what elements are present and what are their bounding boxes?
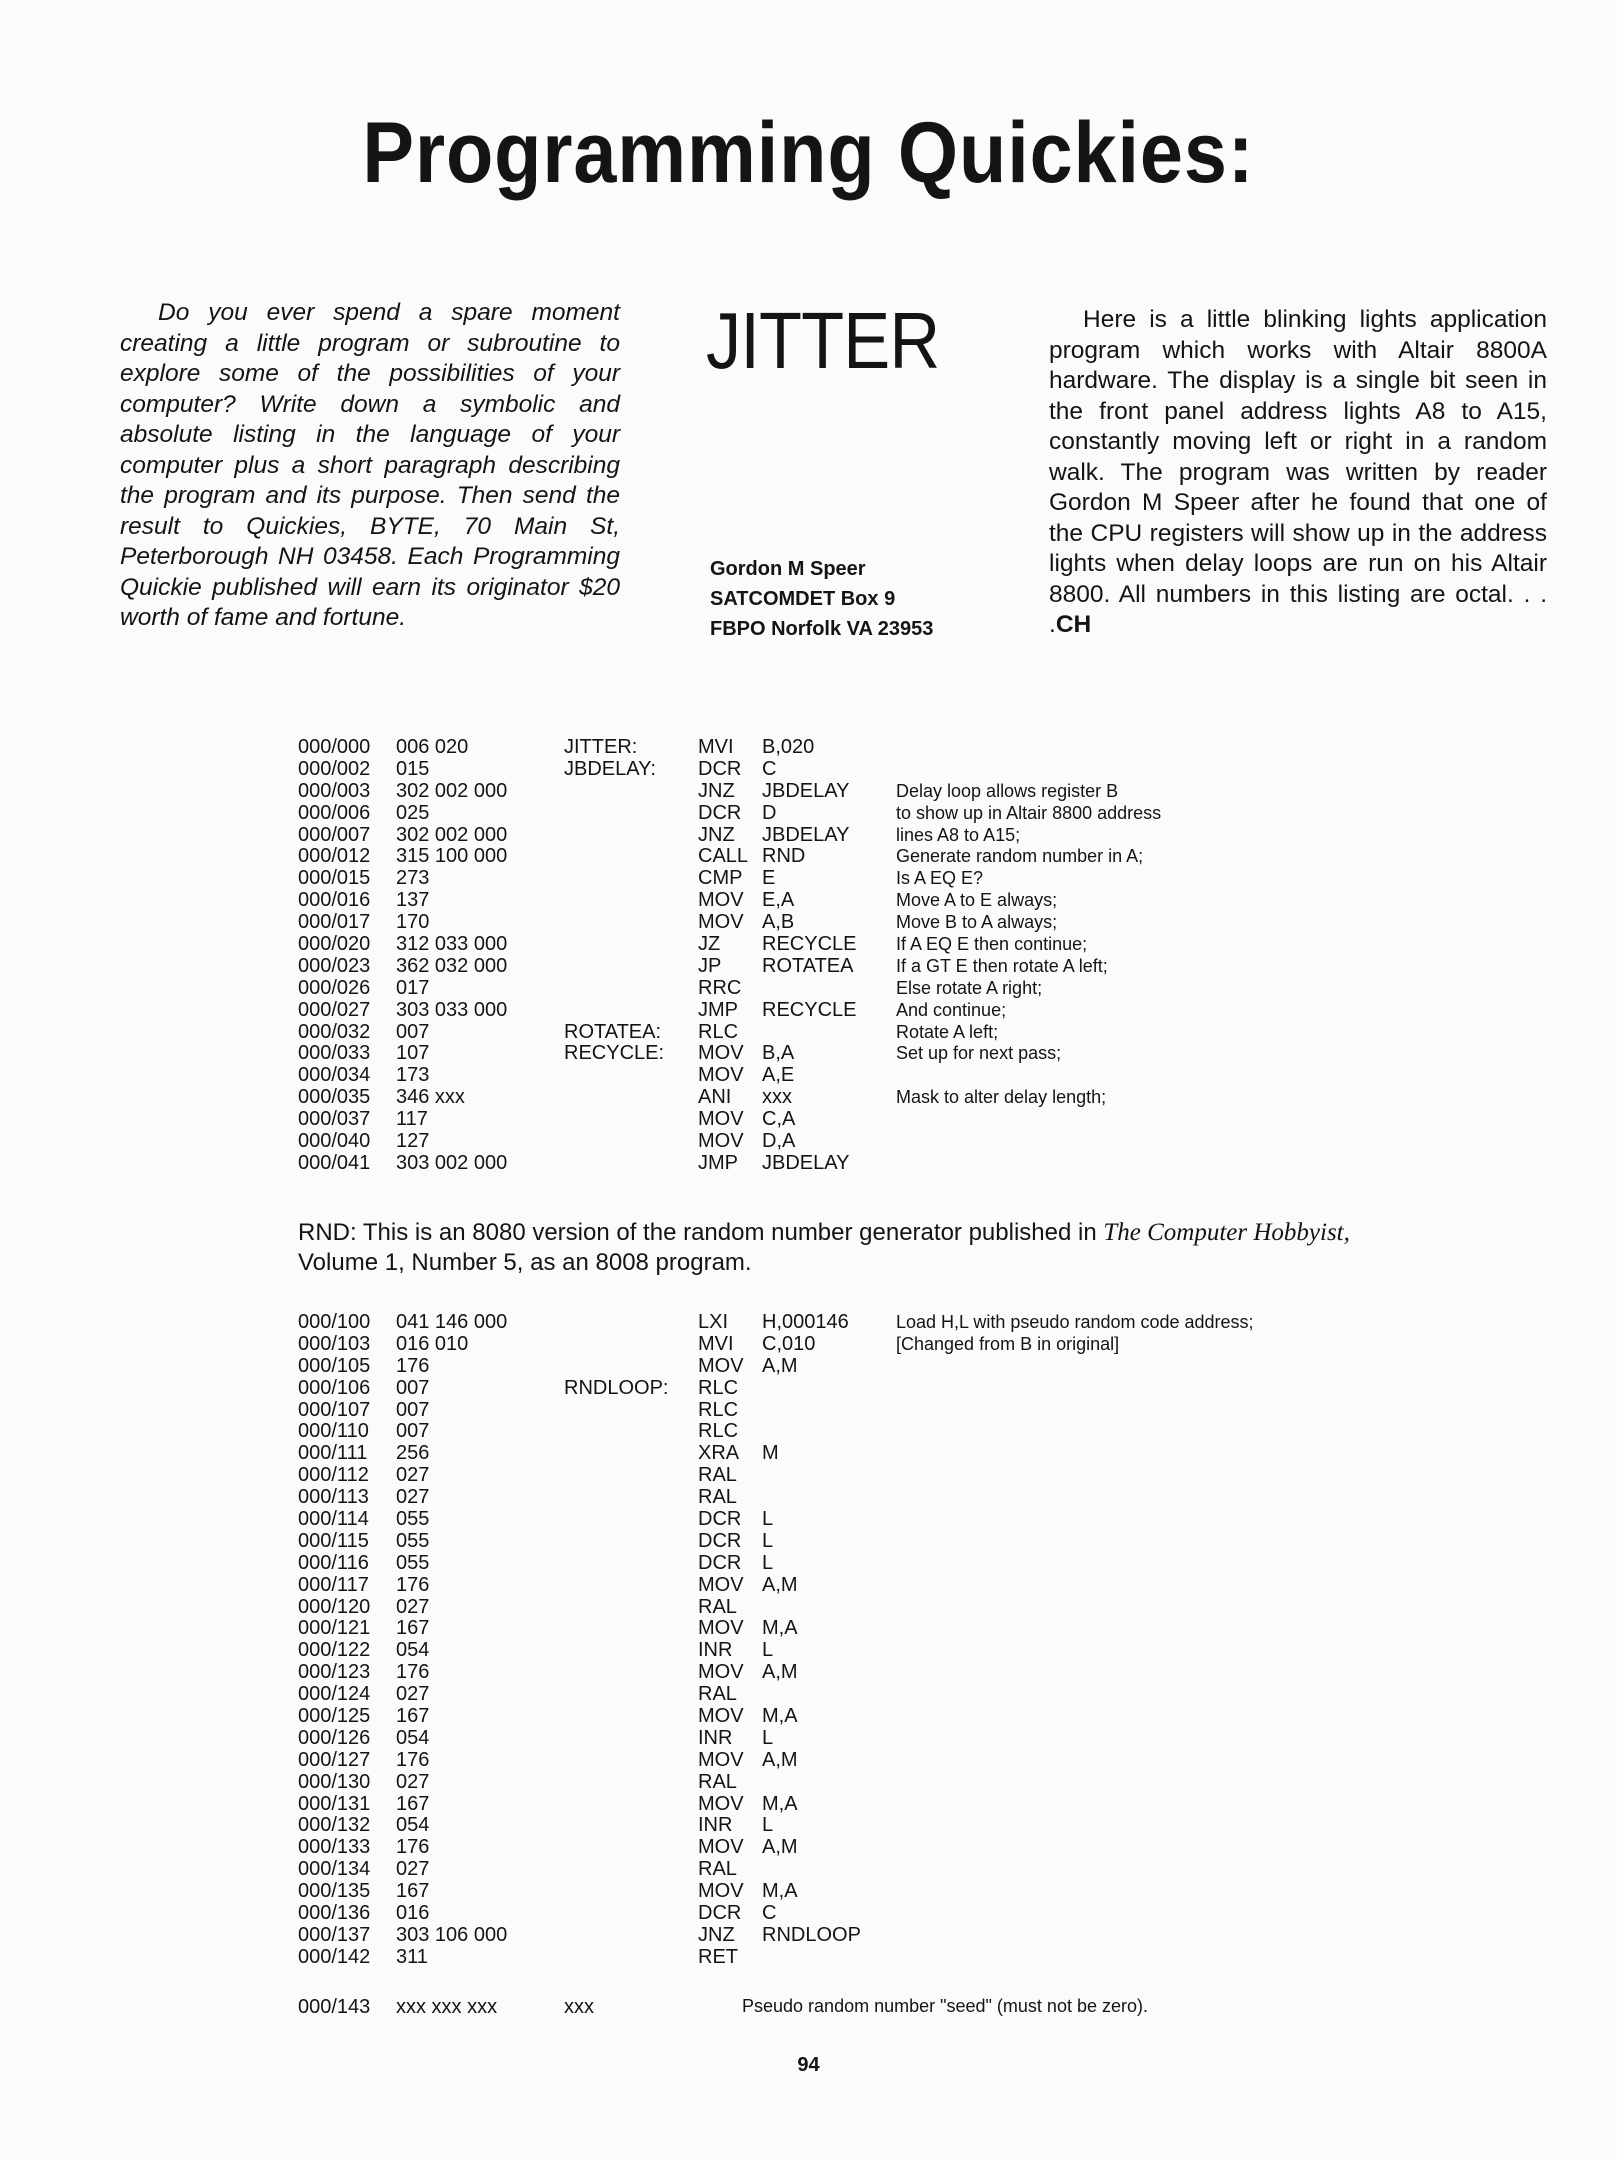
listing-code: 027 [396, 1486, 430, 1509]
listing-opcode: MOV [698, 1573, 744, 1596]
listing-addr: 000/007 [298, 823, 371, 846]
listing-comment: Rotate A left; [896, 1021, 999, 1042]
listing-opcode: MOV [698, 1042, 744, 1065]
listing-comment: Generate random number in A; [896, 846, 1144, 867]
listing-addr: 000/116 [298, 1551, 369, 1574]
seed-line [298, 1996, 1298, 2018]
listing-opcode: RAL [698, 1464, 737, 1487]
listing-addr: 000/131 [298, 1792, 371, 1815]
listing-label: JBDELAY: [564, 757, 656, 780]
listing-opcode: RLC [698, 1376, 739, 1399]
listing-code: 027 [396, 1464, 430, 1487]
listing-code: 303 033 000 [396, 998, 508, 1021]
seed-addr: 000/143 [298, 1996, 371, 2018]
listing-addr: 000/137 [298, 1923, 371, 1946]
listing-comment: Delay loop allows register B [896, 780, 1119, 801]
listing-addr: 000/120 [298, 1595, 371, 1618]
listing-addr: 000/034 [298, 1064, 371, 1087]
listing-operand: RECYCLE [762, 933, 857, 956]
rnd-note-publication: The Computer Hobbyist, [1103, 1219, 1350, 1246]
listing-comment: Else rotate A right; [896, 977, 1043, 998]
listing-opcode: MOV [698, 1064, 744, 1087]
listing-code: 273 [396, 867, 430, 890]
listing-opcode: JZ [698, 933, 721, 956]
listing-addr: 000/037 [298, 1108, 371, 1131]
listing-code: 170 [396, 911, 430, 934]
listing-opcode: INR [698, 1639, 733, 1662]
listing-code: 016 010 [396, 1332, 469, 1355]
listing-addr: 000/132 [298, 1814, 371, 1837]
listing-operand: B,A [762, 1042, 795, 1065]
article-title: JITTER [706, 296, 940, 385]
listing-addr: 000/041 [298, 1151, 371, 1174]
listing-code: 311 [396, 1945, 428, 1968]
listing-code: 055 [396, 1529, 430, 1552]
listing-opcode: LXI [698, 1311, 729, 1333]
listing-opcode: JNZ [698, 779, 735, 802]
listing-operand: E,A [762, 889, 795, 912]
listing-opcode: RET [698, 1945, 738, 1968]
listing-operand: C [762, 1902, 777, 1925]
listing-code: 127 [396, 1130, 430, 1153]
seed-comment: Pseudo random number "seed" (must not be zero). [742, 1996, 1148, 2016]
listing-operand: ROTATEA [762, 954, 854, 977]
listing-opcode: RLC [698, 1020, 739, 1043]
listing-addr: 000/040 [298, 1130, 371, 1153]
listing-opcode: RLC [698, 1420, 739, 1443]
listing-addr: 000/134 [298, 1858, 371, 1881]
listing-operand: H,000146 [762, 1311, 849, 1333]
listing-opcode: MOV [698, 1792, 744, 1815]
author-block [710, 554, 933, 644]
listing-opcode: MOV [698, 1130, 744, 1153]
listing-operand: JBDELAY [762, 1151, 850, 1174]
listing-code: 167 [396, 1705, 430, 1728]
listing-addr: 000/026 [298, 976, 371, 999]
listing-opcode: MOV [698, 1880, 744, 1903]
listing-addr: 000/002 [298, 757, 371, 780]
listing-operand: RND [762, 845, 806, 868]
listing-addr: 000/033 [298, 1042, 371, 1065]
listing-addr: 000/124 [298, 1683, 371, 1706]
listing-code: 137 [396, 889, 430, 912]
listing-opcode: MOV [698, 1354, 744, 1377]
listing-addr: 000/126 [298, 1726, 371, 1749]
listing-addr: 000/003 [298, 779, 371, 802]
listing-comment: lines A8 to A15; [896, 824, 1021, 845]
listing-operand: C [762, 757, 777, 780]
listing-operand: E [762, 867, 776, 890]
listing-opcode: MVI [698, 1332, 734, 1355]
listing-operand: L [762, 1814, 774, 1837]
listing-operand: M,A [762, 1705, 798, 1728]
listing-operand: B,020 [762, 736, 815, 758]
listing-addr: 000/015 [298, 867, 371, 890]
listing-operand: A,B [762, 911, 795, 934]
listing-addr: 000/107 [298, 1398, 371, 1421]
listing-opcode: RRC [698, 976, 742, 999]
seed-code: xxx xxx xxx [396, 1996, 498, 2018]
listing-addr: 000/111 [298, 1442, 368, 1465]
listing-code: 176 [396, 1748, 430, 1771]
listing-addr: 000/125 [298, 1705, 371, 1728]
listing-code: 054 [396, 1814, 430, 1837]
listing-opcode: MOV [698, 1661, 744, 1684]
listing-addr: 000/133 [298, 1836, 371, 1859]
listing-addr: 000/115 [298, 1529, 369, 1552]
page-number: 94 [797, 2054, 820, 2076]
listing-opcode: RAL [698, 1770, 737, 1793]
listing-opcode: DCR [698, 1551, 742, 1574]
listing-addr: 000/117 [298, 1573, 369, 1596]
listing-opcode: RAL [698, 1683, 737, 1706]
listing-code: 055 [396, 1551, 430, 1574]
listing-opcode: MOV [698, 1617, 744, 1640]
listing-code: 027 [396, 1595, 430, 1618]
listing-operand: C,010 [762, 1332, 816, 1355]
listing-opcode: CMP [698, 867, 743, 890]
listing-operand: A,M [762, 1354, 798, 1377]
listing-label: ROTATEA: [564, 1020, 662, 1043]
listing-opcode: RAL [698, 1858, 737, 1881]
listing-addr: 000/105 [298, 1354, 371, 1377]
listing-addr: 000/012 [298, 845, 371, 868]
listing-addr: 000/136 [298, 1902, 371, 1925]
intro-paragraph [120, 298, 620, 634]
listing-code: 173 [396, 1064, 430, 1087]
listing-operand: C,A [762, 1108, 796, 1131]
listing-addr: 000/106 [298, 1376, 371, 1399]
article-description [1049, 305, 1547, 641]
listing-opcode: DCR [698, 757, 742, 780]
listing-comment: If A EQ E then continue; [896, 934, 1088, 955]
listing-opcode: INR [698, 1814, 733, 1837]
seed-extra: xxx [564, 1996, 594, 2018]
listing-comment: Move B to A always; [896, 912, 1058, 933]
author-address-line1: SATCOMDET Box 9 [710, 588, 896, 610]
listing-code: 025 [396, 801, 430, 824]
editor-signature: CH [1055, 611, 1092, 638]
listing-addr: 000/023 [298, 954, 371, 977]
listing-opcode: INR [698, 1726, 733, 1749]
listing-opcode: XRA [698, 1442, 740, 1465]
listing-addr: 000/016 [298, 889, 371, 912]
listing-operand: M,A [762, 1617, 798, 1640]
listing-comment: to show up in Altair 8800 address [896, 802, 1162, 823]
listing-opcode: MOV [698, 1705, 744, 1728]
listing-code: 303 002 000 [396, 1151, 508, 1174]
listing-addr: 000/027 [298, 998, 371, 1021]
listing-opcode: JMP [698, 998, 738, 1021]
listing-operand: M,A [762, 1792, 798, 1815]
rnd-note-prefix: RND: This is an 8080 version of the random number generator published in [298, 1219, 1104, 1246]
listing-operand: JBDELAY [762, 823, 850, 846]
listing-operand: RECYCLE [762, 998, 857, 1021]
listing-operand: JBDELAY [762, 779, 850, 802]
listing-operand: A,M [762, 1748, 798, 1771]
listing-code: 302 002 000 [396, 823, 508, 846]
listing-code: 176 [396, 1354, 430, 1377]
listing-addr: 000/006 [298, 801, 371, 824]
listing-comment: If a GT E then rotate A left; [896, 955, 1108, 976]
listing-label: JITTER: [564, 736, 638, 758]
listing-code: 007 [396, 1020, 430, 1043]
listing-code: 167 [396, 1792, 430, 1815]
listing-comment: And continue; [896, 999, 1007, 1020]
listing-addr: 000/127 [298, 1748, 371, 1771]
description-text: Here is a little blinking lights application program which works with Altair 8800A hardware. The display is a single bit seen in the front panel address lights A8 to A15, constantly moving left or right in a random walk. The program was written by reader Gordon M Speer after he found that one of the CPU registers will show up in the address lights when delay loops are run on his Altair 8800. All numbers in this listing are octal. . . . [1049, 306, 1547, 638]
listing-code: 107 [396, 1042, 430, 1065]
listing-code: 362 032 000 [396, 954, 508, 977]
listing-comment: Move A to E always; [896, 890, 1058, 911]
rnd-note-suffix: Volume 1, Number 5, as an 8008 program. [298, 1249, 752, 1276]
listing-addr: 000/114 [298, 1508, 369, 1531]
listing-opcode: RAL [698, 1595, 737, 1618]
listing-opcode: JP [698, 954, 722, 977]
listing-operand: A,M [762, 1661, 798, 1684]
listing-operand: D [762, 801, 777, 824]
author-address-line2: FBPO Norfolk VA 23953 [710, 618, 934, 640]
listing-operand: L [762, 1726, 774, 1749]
listing-opcode: DCR [698, 801, 742, 824]
listing-operand: A,M [762, 1573, 798, 1596]
listing-opcode: MOV [698, 1748, 744, 1771]
listing-operand: RNDLOOP [762, 1923, 861, 1946]
listing-code: 007 [396, 1376, 430, 1399]
listing-code: 007 [396, 1420, 430, 1443]
listing-code: 315 100 000 [396, 845, 508, 868]
listing-operand: xxx [762, 1086, 792, 1109]
listing-code: 027 [396, 1683, 430, 1706]
listing-operand: L [762, 1551, 774, 1574]
listing-operand: D,A [762, 1130, 796, 1153]
listing-addr: 000/017 [298, 911, 371, 934]
listing-code: 027 [396, 1858, 430, 1881]
listing-addr: 000/100 [298, 1311, 371, 1333]
listing-code: 007 [396, 1398, 430, 1421]
listing-addr: 000/113 [298, 1486, 369, 1509]
listing-operand: L [762, 1529, 774, 1552]
listing-code: 055 [396, 1508, 430, 1531]
listing-addr: 000/110 [298, 1420, 369, 1443]
listing-opcode: ANI [698, 1086, 732, 1109]
listing-code: 303 106 000 [396, 1923, 508, 1946]
author-name: Gordon M Speer [710, 558, 866, 580]
listing-code: 054 [396, 1639, 430, 1662]
listing-addr: 000/142 [298, 1945, 371, 1968]
listing-opcode: MVI [698, 736, 734, 758]
listing-addr: 000/020 [298, 933, 371, 956]
listing-addr: 000/112 [298, 1464, 369, 1487]
listing-label: RNDLOOP: [564, 1376, 669, 1399]
listing-addr: 000/000 [298, 736, 371, 758]
listing-opcode: CALL [698, 845, 749, 868]
listing-code: 256 [396, 1442, 430, 1465]
listing-code: 006 020 [396, 736, 469, 758]
listing-code: 302 002 000 [396, 779, 508, 802]
listing-code: 027 [396, 1770, 430, 1793]
listing-opcode: DCR [698, 1529, 742, 1552]
listing-label: RECYCLE: [564, 1042, 665, 1065]
listing-addr: 000/122 [298, 1639, 371, 1662]
page-title: Programming Quickies: [362, 105, 1255, 201]
listing-addr: 000/103 [298, 1332, 371, 1355]
listing-code: 312 033 000 [396, 933, 508, 956]
listing-addr: 000/121 [298, 1617, 371, 1640]
listing-code: 017 [396, 976, 430, 999]
listing-code: 176 [396, 1836, 430, 1859]
listing-opcode: MOV [698, 911, 744, 934]
listing-comment: Load H,L with pseudo random code address; [896, 1312, 1254, 1332]
listing-opcode: JNZ [698, 1923, 735, 1946]
listing-opcode: RLC [698, 1398, 739, 1421]
listing-opcode: JMP [698, 1151, 738, 1174]
listing-opcode: MOV [698, 889, 744, 912]
intro-text: Do you ever spend a spare moment creating a little program or subroutine to explore some of the possibilities of your computer? Write down a symbolic and absolute listing in the language of your computer plus a short paragraph describing the program and its purpose. Then send the result to Quickies, BYTE, 70 Main St, Peterborough NH 03458. Each Programming Quickie published will earn its originator $20 worth of fame and fortune. [120, 299, 620, 631]
listing-code: 041 146 000 [396, 1311, 508, 1333]
listing-comment: Mask to alter delay length; [896, 1087, 1107, 1108]
listing-code: 176 [396, 1573, 430, 1596]
listing-operand: L [762, 1639, 774, 1662]
listing-opcode: DCR [698, 1508, 742, 1531]
listing-code: 054 [396, 1726, 430, 1749]
listing-addr: 000/135 [298, 1880, 371, 1903]
listing-operand: A,E [762, 1064, 795, 1087]
listing-addr: 000/130 [298, 1770, 371, 1793]
listing-addr: 000/032 [298, 1020, 371, 1043]
listing-opcode: RAL [698, 1486, 737, 1509]
listing-comment: Set up for next pass; [896, 1043, 1062, 1064]
listing-addr: 000/123 [298, 1661, 371, 1684]
rnd-note [298, 1218, 1378, 1278]
listing-opcode: MOV [698, 1108, 744, 1131]
listing-comment: Is A EQ E? [896, 868, 984, 889]
listing-code: 167 [396, 1880, 430, 1903]
listing-code: 346 xxx [396, 1086, 465, 1109]
listing-opcode: JNZ [698, 823, 735, 846]
listing-operand: M [762, 1442, 779, 1465]
listing-code: 015 [396, 757, 430, 780]
listing-opcode: MOV [698, 1836, 744, 1859]
listing-operand: M,A [762, 1880, 798, 1903]
listing-code: 016 [396, 1902, 430, 1925]
listing-code: 176 [396, 1661, 430, 1684]
listing-code: 167 [396, 1617, 430, 1640]
listing-opcode: DCR [698, 1902, 742, 1925]
listing-operand: L [762, 1508, 774, 1531]
listing-addr: 000/035 [298, 1086, 371, 1109]
listing-comment: [Changed from B in original] [896, 1333, 1120, 1354]
listing-operand: A,M [762, 1836, 798, 1859]
listing-code: 117 [396, 1108, 428, 1131]
